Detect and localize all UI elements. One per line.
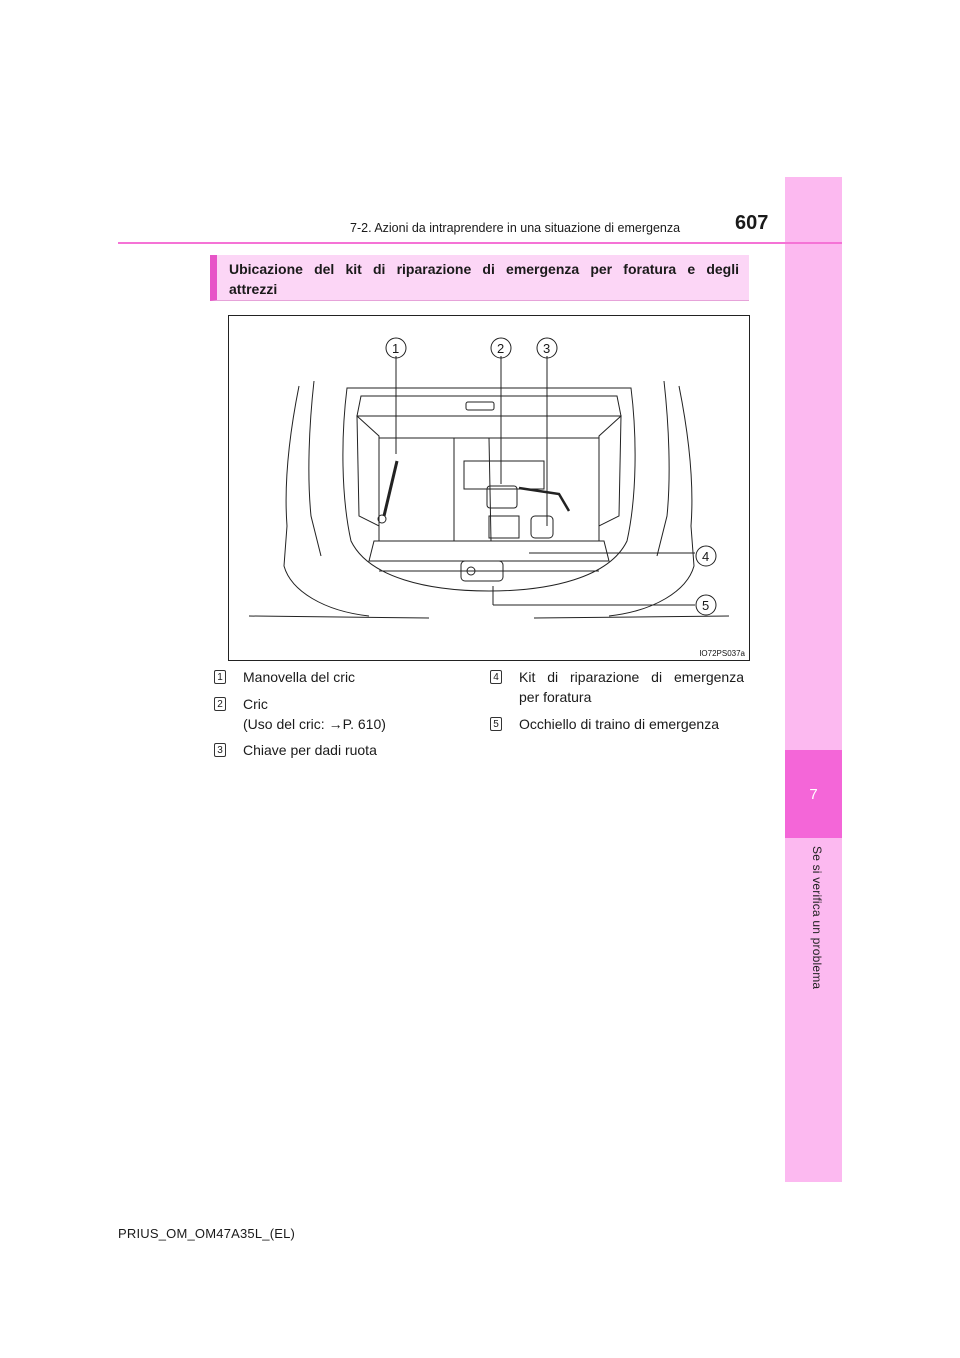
legend-text-cont: per foratura xyxy=(519,689,592,705)
page-number: 607 xyxy=(735,212,769,234)
legend-badge-1: 1 xyxy=(214,670,226,684)
legend-badge-4: 4 xyxy=(490,670,502,684)
header-rule xyxy=(118,242,842,244)
callout-3: 3 xyxy=(543,341,551,356)
header-title: 7-2. Azioni da intraprendere in una situazione di emergenza xyxy=(350,221,681,235)
callout-1: 1 xyxy=(392,341,400,356)
legend-badge-3: 3 xyxy=(214,743,226,757)
chapter-label: Se si verifica un problema xyxy=(810,846,824,990)
footer-doc-id: PRIUS_OM_OM47A35L_(EL) xyxy=(118,1226,296,1241)
section-title: Ubicazione del kit di riparazione di emergenza per foratura e degli attrezzi xyxy=(229,261,739,297)
legend-text: Cric xyxy=(243,696,268,712)
legend-item-1 xyxy=(243,667,355,687)
legend-text: Manovella del cric xyxy=(243,669,356,685)
callout-5: 5 xyxy=(702,598,710,613)
section-heading xyxy=(210,255,749,301)
callout-4: 4 xyxy=(702,549,710,564)
chapter-number: 7 xyxy=(785,750,842,838)
legend-item-5 xyxy=(519,714,719,734)
legend-text: Occhiello di traino di emergenza xyxy=(519,716,719,732)
legend-badge-5: 5 xyxy=(490,717,502,731)
legend-text-ref: (Uso del cric: →P. 610) xyxy=(243,716,386,732)
callout-2: 2 xyxy=(497,341,505,356)
legend-item-2 xyxy=(243,694,386,734)
trunk-illustration xyxy=(228,315,750,661)
legend-item-3 xyxy=(243,740,377,760)
legend-badge-2: 2 xyxy=(214,697,226,711)
figure-code: IO72PS037a xyxy=(699,649,745,658)
legend-text: Chiave per dadi ruota xyxy=(243,742,377,758)
trunk-drawing xyxy=(229,316,749,660)
legend-text: Kit di riparazione di emergenza xyxy=(519,669,744,685)
legend-item-4 xyxy=(519,667,744,707)
